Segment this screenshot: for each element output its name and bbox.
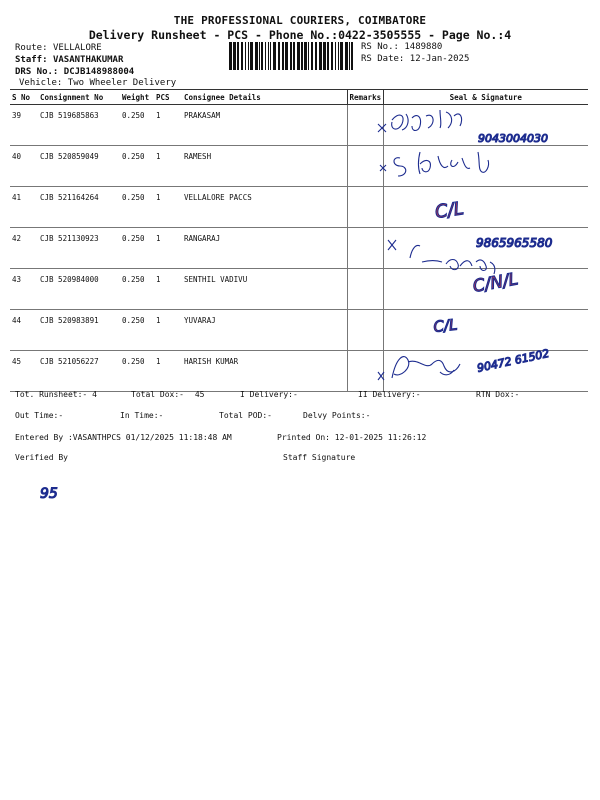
rs-no-label: RS No.: <box>361 42 399 52</box>
cell-pcs: 1 <box>154 228 182 269</box>
cell-weight: 0.250 <box>120 228 154 269</box>
cell-weight: 0.250 <box>120 351 154 392</box>
total-dox-label: Total Dox:- <box>131 390 184 399</box>
cell-weight: 0.250 <box>120 310 154 351</box>
cell-consignee: HARISH KUMAR <box>182 351 347 392</box>
cl-mark-43: C/N/L <box>471 269 520 297</box>
col-header-consignment: Consignment No <box>38 90 120 105</box>
cell-pcs: 1 <box>154 187 182 228</box>
total-dox <box>131 390 204 399</box>
cell-consignment: CJB 521056227 <box>38 351 120 392</box>
cl-mark-44: C/L <box>432 315 459 336</box>
cell-consignee: VELLALORE PACCS <box>182 187 347 228</box>
cell-consignment: CJB 520984000 <box>38 269 120 310</box>
phone-39: 9043004030 <box>478 132 548 145</box>
cell-sno: 42 <box>10 228 38 269</box>
verified-by: Verified By <box>15 453 68 462</box>
staff-value: VASANTHAKUMAR <box>52 55 124 65</box>
cell-consignee: SENTHIL VADIVU <box>182 269 347 310</box>
staff-label: Staff: <box>15 55 48 65</box>
phone-42: 9865965580 <box>476 236 553 250</box>
entered-by: Entered By :VASANTHPCS 01/12/2025 11:18:48 AM <box>15 433 232 442</box>
cell-weight: 0.250 <box>120 105 154 146</box>
cell-consignment: CJB 521130923 <box>38 228 120 269</box>
route-value: VELLALORE <box>52 43 102 53</box>
cell-pcs: 1 <box>154 105 182 146</box>
col-header-remarks: Remarks <box>347 90 383 105</box>
cell-consignment: CJB 520859049 <box>38 146 120 187</box>
rtn-dox: RTN Dox:- <box>476 390 520 399</box>
cell-consignment: CJB 520983891 <box>38 310 120 351</box>
in-time: In Time:- <box>120 411 164 420</box>
drs-value: DCJB148988004 <box>63 67 135 77</box>
rs-no-value: 1489880 <box>404 42 443 52</box>
col-header-pcs: PCS <box>154 90 182 105</box>
i-delivery: I Delivery:- <box>240 390 298 399</box>
total-pod: Total POD:- <box>219 411 272 420</box>
col-header-sno: S No <box>10 90 38 105</box>
cell-sno: 43 <box>10 269 38 310</box>
col-header-consignee: Consignee Details <box>182 90 347 105</box>
vehicle-value: Two Wheeler Delivery <box>67 78 177 88</box>
company-title: THE PROFESSIONAL COURIERS, COIMBATORE <box>173 14 427 27</box>
col-header-seal-signature: Seal & Signature <box>383 90 588 105</box>
cell-weight: 0.250 <box>120 269 154 310</box>
route-label: Route: <box>15 43 48 53</box>
cell-consignee: RANGARAJ <box>182 228 347 269</box>
rs-date-label: RS Date: <box>361 54 405 64</box>
cell-sno: 44 <box>10 310 38 351</box>
printed-on: Printed On: 12-01-2025 11:26:12 <box>277 433 427 442</box>
total-dox-value: 45 <box>194 390 205 399</box>
signature-45 <box>378 357 460 380</box>
cell-consignee: RAMESH <box>182 146 347 187</box>
cell-sno: 40 <box>10 146 38 187</box>
rs-date-value: 12-Jan-2025 <box>409 54 470 64</box>
ii-delivery: II Delivery:- <box>358 390 421 399</box>
cell-pcs: 1 <box>154 351 182 392</box>
cell-weight: 0.250 <box>120 187 154 228</box>
phone-45: 90472 61502 <box>475 346 551 375</box>
verified-initials: 95 <box>40 486 58 502</box>
tot-runsheet <box>15 390 97 399</box>
cell-sno: 41 <box>10 187 38 228</box>
cell-sno: 45 <box>10 351 38 392</box>
cell-consignee: YUVARAJ <box>182 310 347 351</box>
signature-39 <box>378 110 462 132</box>
cl-mark-41: C/L <box>433 198 466 223</box>
tot-runsheet-value: 4 <box>92 390 97 399</box>
signature-40 <box>380 152 489 176</box>
out-time: Out Time:- <box>15 411 64 420</box>
delvy-points: Delvy Points:- <box>303 411 371 420</box>
cell-pcs: 1 <box>154 146 182 187</box>
cell-weight: 0.250 <box>120 146 154 187</box>
cell-sno: 39 <box>10 105 38 146</box>
staff-signature: Staff Signature <box>283 453 356 462</box>
cell-pcs: 1 <box>154 310 182 351</box>
cell-consignment: CJB 521164264 <box>38 187 120 228</box>
cell-consignee: PRAKASAM <box>182 105 347 146</box>
drs-label: DRS No.: <box>15 67 59 77</box>
vehicle-label: Vehicle: <box>19 78 63 88</box>
col-header-weight: Weight <box>120 90 154 105</box>
cell-consignment: CJB 519685863 <box>38 105 120 146</box>
cell-pcs: 1 <box>154 269 182 310</box>
tot-runsheet-label: Tot. Runsheet:- <box>15 390 88 399</box>
runsheet-subtitle: Delivery Runsheet - PCS - Phone No.:0422-3505555 - Page No.:4 <box>88 28 512 42</box>
